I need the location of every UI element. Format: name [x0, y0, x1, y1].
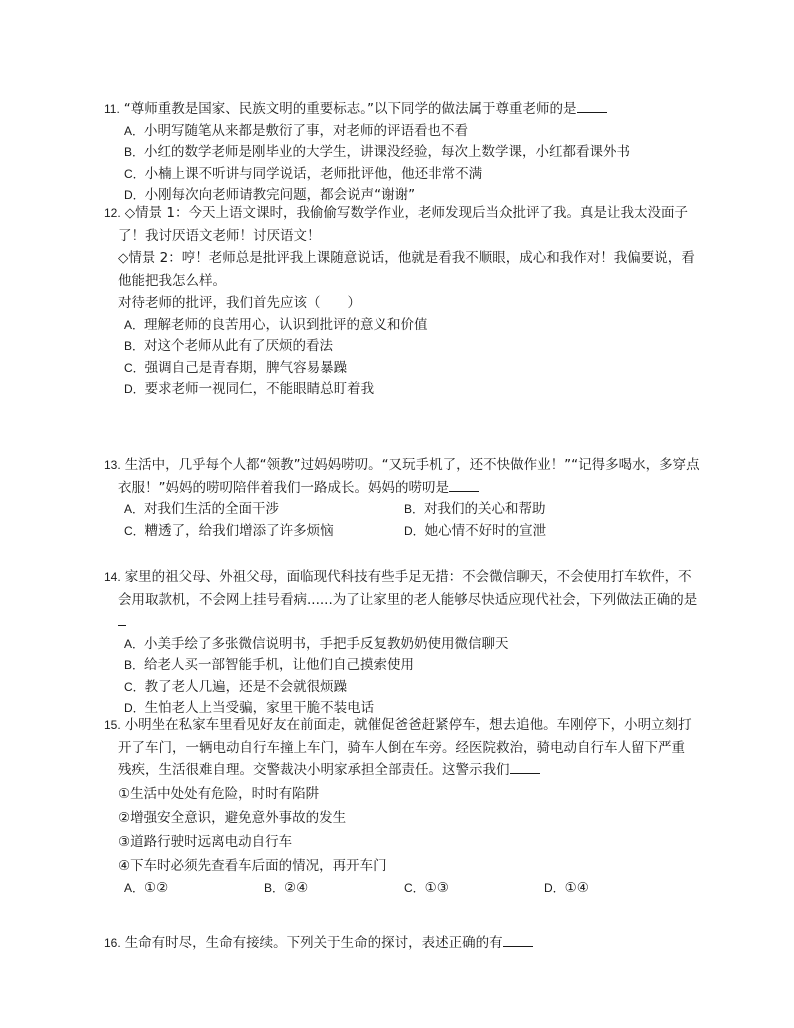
option-label: B． — [124, 145, 145, 159]
question-number: 16. — [104, 936, 121, 950]
answer-blank — [449, 479, 479, 492]
scene-text: ◇情景 1：今天上语文课时，我偷偷写数学作业，老师发现后当众批评了我。真是让我太没面子 — [124, 205, 688, 221]
option-text: 要求老师一视同仁，不能眼睛总盯着我 — [144, 381, 375, 397]
option-text: 小明写随笔从来都是敷衍了事，对老师的评语看也不看 — [144, 122, 469, 139]
options-grid — [104, 878, 704, 900]
option-label: B． — [404, 502, 425, 516]
statement-2: ②增强安全意识，避免意外事故的发生 — [118, 809, 347, 826]
option-text: ①② — [144, 879, 169, 896]
question-stem-cont — [104, 589, 704, 634]
option-b — [264, 878, 404, 900]
question-13 — [104, 454, 704, 542]
option-d — [404, 521, 684, 543]
question-14 — [104, 566, 704, 720]
stem-text: “尊师重教是国家、民族文明的重要标志。”以下同学的做法属于尊重老师的是 — [123, 101, 577, 117]
stem-text: 生活中，几乎每个人都“领教”过妈妈唠叨。“又玩手机了，还不快做作业！”“记得多喝水，多穿点 — [124, 457, 700, 473]
option-text: 小红的数学老师是刚毕业的大学生，讲课没经验，每次上数学课，小红都看课外书 — [144, 144, 631, 160]
option-text: 糟透了，给我们增添了许多烦恼 — [144, 522, 334, 539]
option-b — [104, 655, 704, 677]
question-number: 14. — [104, 570, 121, 584]
answer-blank — [577, 100, 607, 113]
option-text: 理解老师的良苦用心，认识到批评的意义和价值 — [144, 316, 428, 333]
stem-text: 小明坐在私家车里看见好友在前面走，就催促爸爸赶紧停车，想去追他。车刚停下，小明立刻打 — [124, 717, 692, 733]
question-number: 12. — [104, 206, 121, 220]
option-text: 她心情不好时的宣泄 — [424, 522, 547, 539]
stem-text: 家里的祖父母、外祖父母，面临现代科技有些手足无措：不会微信聊天，不会使用打车软件，不 — [124, 569, 692, 585]
option-label: C． — [404, 880, 425, 895]
answer-blank — [118, 613, 126, 626]
stem-text: 衣服！”妈妈的唠叨陪伴着我们一路成长。妈妈的唠叨是 — [118, 479, 449, 496]
option-b — [404, 499, 684, 521]
option-a — [104, 634, 704, 656]
question-stem — [104, 932, 704, 955]
question-stem — [104, 98, 704, 121]
option-text: 对这个老师从此有了厌烦的看法 — [144, 338, 334, 354]
option-text: 强调自己是青春期，脾气容易暴躁 — [144, 359, 348, 376]
option-text: 小楠上课不听讲与同学说话，老师批评他，他还非常不满 — [144, 165, 483, 182]
question-stem-cont — [104, 477, 704, 500]
question-12 — [104, 202, 704, 401]
question-stem — [104, 454, 704, 477]
scene-2-cont: 他能把我怎么样。 — [118, 272, 226, 289]
question-11 — [104, 98, 704, 207]
statement-1: ①生活中处处有危险，时时有陷阱 — [118, 785, 320, 802]
option-b — [104, 142, 704, 164]
question-number: 15. — [104, 718, 121, 732]
statement-3: ③道路行驶时远离电动自行车 — [118, 833, 293, 850]
question-number: 11. — [104, 102, 120, 116]
option-text: 教了老人几遍，还是不会就很烦躁 — [144, 678, 348, 695]
option-text: 给老人买一部智能手机，让他们自己摸索使用 — [144, 657, 415, 673]
option-label: D． — [124, 188, 145, 202]
option-label: C． — [124, 166, 145, 181]
option-text: 对我们生活的全面干涉 — [144, 501, 280, 517]
scene-2: ◇情景 2：哼！老师总是批评我上课随意说话，他就是看我不顺眼，成心和我作对！我偏要说，看 — [118, 250, 695, 266]
option-d — [544, 878, 684, 900]
option-label: C． — [124, 523, 145, 538]
option-label: C． — [124, 360, 145, 375]
scene-1-cont: 了！我讨厌语文老师！讨厌语文！ — [118, 227, 321, 244]
option-c — [104, 358, 704, 380]
question-stem — [104, 714, 704, 737]
stem-text: 生命有时尽，生命有接续。下列关于生命的探讨，表述正确的有 — [124, 935, 503, 951]
option-c — [104, 164, 704, 186]
statement-4: ④下车时必须先查看车后面的情况，再开车门 — [118, 857, 387, 874]
option-label: D． — [124, 701, 145, 715]
option-text: 生怕老人上当受骗，家里干脆不装电话 — [144, 700, 375, 716]
scene-1 — [104, 202, 704, 225]
option-a — [104, 121, 704, 143]
question-number: 13. — [104, 458, 121, 472]
option-text: 小美手绘了多张微信说明书，手把手反复教奶奶使用微信聊天 — [144, 635, 509, 652]
option-c — [124, 521, 404, 543]
question-16 — [104, 932, 704, 955]
option-text: ②④ — [284, 879, 309, 896]
option-label: A． — [124, 123, 145, 138]
option-label: A． — [124, 880, 145, 895]
options-grid — [104, 499, 704, 542]
answer-blank — [510, 761, 540, 774]
option-label: B． — [124, 339, 145, 353]
question-prompt: 对待老师的批评，我们首先应该（ ） — [118, 295, 361, 311]
option-b — [104, 336, 704, 358]
option-a — [104, 315, 704, 337]
option-text: 对我们的关心和帮助 — [424, 501, 546, 517]
option-a — [124, 878, 264, 900]
option-label: C． — [124, 679, 145, 694]
option-c — [104, 677, 704, 699]
option-text: 小刚每次向老师请教完问题，都会说声“谢谢” — [144, 187, 416, 203]
option-label: D． — [544, 880, 565, 895]
option-label: B． — [124, 658, 145, 672]
answer-blank — [503, 934, 533, 947]
question-stem-cont — [104, 759, 704, 782]
stem-text: 会用取款机，不会网上挂号看病......为了让家里的老人能够尽快适应现代社会，下列做法正确的是 — [118, 591, 698, 608]
question-stem-cont: 开了车门，一辆电动自行车撞上车门，骑车人倒在车旁。经医院救治，骑电动自行车人留下严重 — [118, 739, 685, 756]
option-text: ①④ — [564, 879, 589, 896]
option-label: D． — [124, 382, 145, 396]
option-a — [124, 499, 404, 521]
option-c — [404, 878, 544, 900]
option-label: A． — [124, 636, 145, 651]
option-text: ①③ — [424, 879, 449, 896]
option-label: B． — [264, 880, 285, 895]
option-label: D． — [404, 523, 425, 538]
option-d — [104, 379, 704, 401]
option-label: A． — [124, 317, 145, 332]
question-15 — [104, 714, 704, 899]
stem-text: 残疾，生活很难自理。交警裁决小明家承担全部责任。这警示我们 — [118, 762, 510, 778]
option-label: A． — [124, 502, 145, 516]
question-stem — [104, 566, 704, 589]
